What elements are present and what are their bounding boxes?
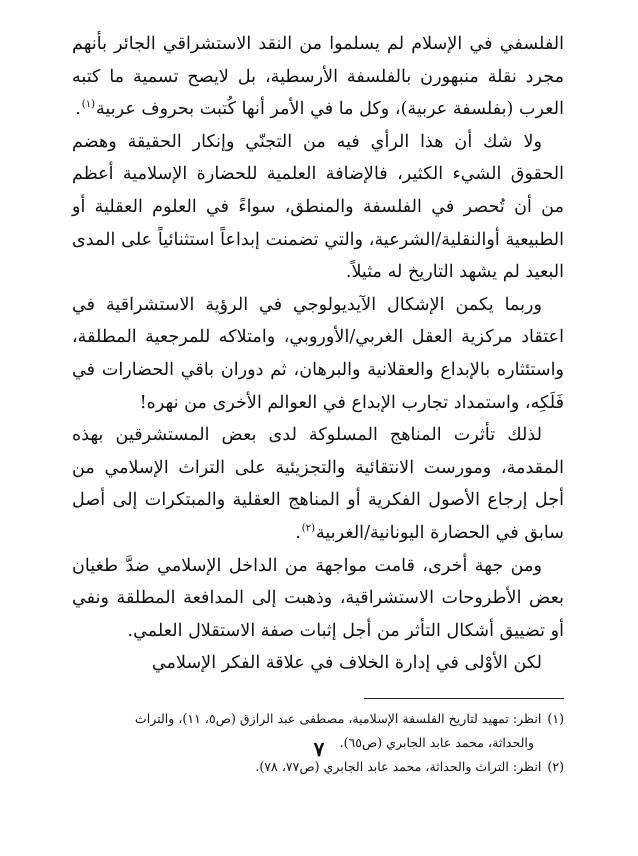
- paragraph-end: .: [295, 522, 301, 543]
- page-number: ٧: [313, 737, 325, 761]
- paragraph-text: الفلسفي في الإسلام لم يسلموا من النقد الاستشراقي الجائر بأنهم مجرد نقلة منبهورن بالفلسفة الأرسطية، بل لايصح تسمية ما كتبه العرب (بفلسفة عربية)، وكل ما في الأمر أنها كُتبت بحروف عربية: [72, 34, 564, 120]
- paragraph-2: [72, 126, 564, 289]
- footnote-divider: [364, 698, 564, 699]
- footnote-1-continued: والحداثة، محمد عابد الجابري (ص٦٥).: [339, 734, 534, 750]
- paragraph-3: [72, 289, 564, 419]
- footnote-reference-1[interactable]: (١): [81, 99, 95, 111]
- footnote-number: (٢): [547, 758, 564, 774]
- paragraph-end: .: [75, 99, 81, 120]
- paragraph-1: [72, 28, 564, 126]
- paragraph-6: [72, 647, 564, 680]
- footnote-text: انظر: تمهيد لتاريخ الفلسفة الإسلامية، مصطفى عبد الرازق (ص٥، ١١)، والتراث: [134, 710, 542, 726]
- paragraph-text: ولا شك أن هذا الرأي فيه من التجنّي وإنكار الحقيقة وهضم الحقوق الشيء الكثير، فالإضافة العلمية للحضارة الإسلامية أعظم من أن تُحصر في الفلسفة والمنطق، سواءً في العلوم العقلية أو الطبيعية أوالنقلية/الشرعية، والتي تضمنت إبداعاً استثنائياً على المدى البعيد لم يشهد التاريخ له مثيلاً: [72, 131, 564, 283]
- paragraph-4: [72, 419, 564, 549]
- footnote-reference-2[interactable]: (٢): [301, 523, 315, 535]
- paragraph-text: ومن جهة أخرى، قامت مواجهة من الداخل الإسلامي ضدَّ طغيان بعض الأطروحات الاستشراقية، وذهبت إلى المدافعة المطلقة ونفي أو تضييق أشكال التأثر من أجل إثبات صفة الاستقلال العلمي.: [72, 555, 564, 641]
- footnote-number: (١): [547, 710, 564, 726]
- paragraph-text: لذلك تأثرت المناهج المسلوكة لدى بعض المستشرقين بهذه المقدمة، ومورست الانتقائية والتجزيئية على التراث الإسلامي من أجل إرجاع الأصول الفكرية أو المناهج العقلية والمبتكرات إلى أصل سابق في الحضارة اليونانية/الغربية: [72, 425, 564, 543]
- paragraph-5: [72, 550, 564, 648]
- paragraph-text: وربما يكمن الإشكال الآيديولوجي في الرؤية الاستشراقية في اعتقاد مركزية العقل الغربي/الأوروبي، وامتلاكه للمرجعية المطلقة، واستئثاره بالإبداع والعقلانية والبرهان، ثم دوران باقي الحضارات في فَلَكِه، واستمداد تجارب الإبداع في العوالم الأخرى من نهره!: [72, 294, 564, 413]
- paragraph-text: لكن الأوْلى في إدارة الخلاف في علاقة الفكر الإسلامي: [151, 653, 542, 674]
- footnote-text: انظر: التراث والحداثة، محمد عابد الجابري (ص٧٧، ٧٨).: [255, 758, 542, 774]
- paragraph-end: .: [345, 262, 352, 283]
- footnote-1: [72, 707, 564, 731]
- book-page: [72, 28, 564, 818]
